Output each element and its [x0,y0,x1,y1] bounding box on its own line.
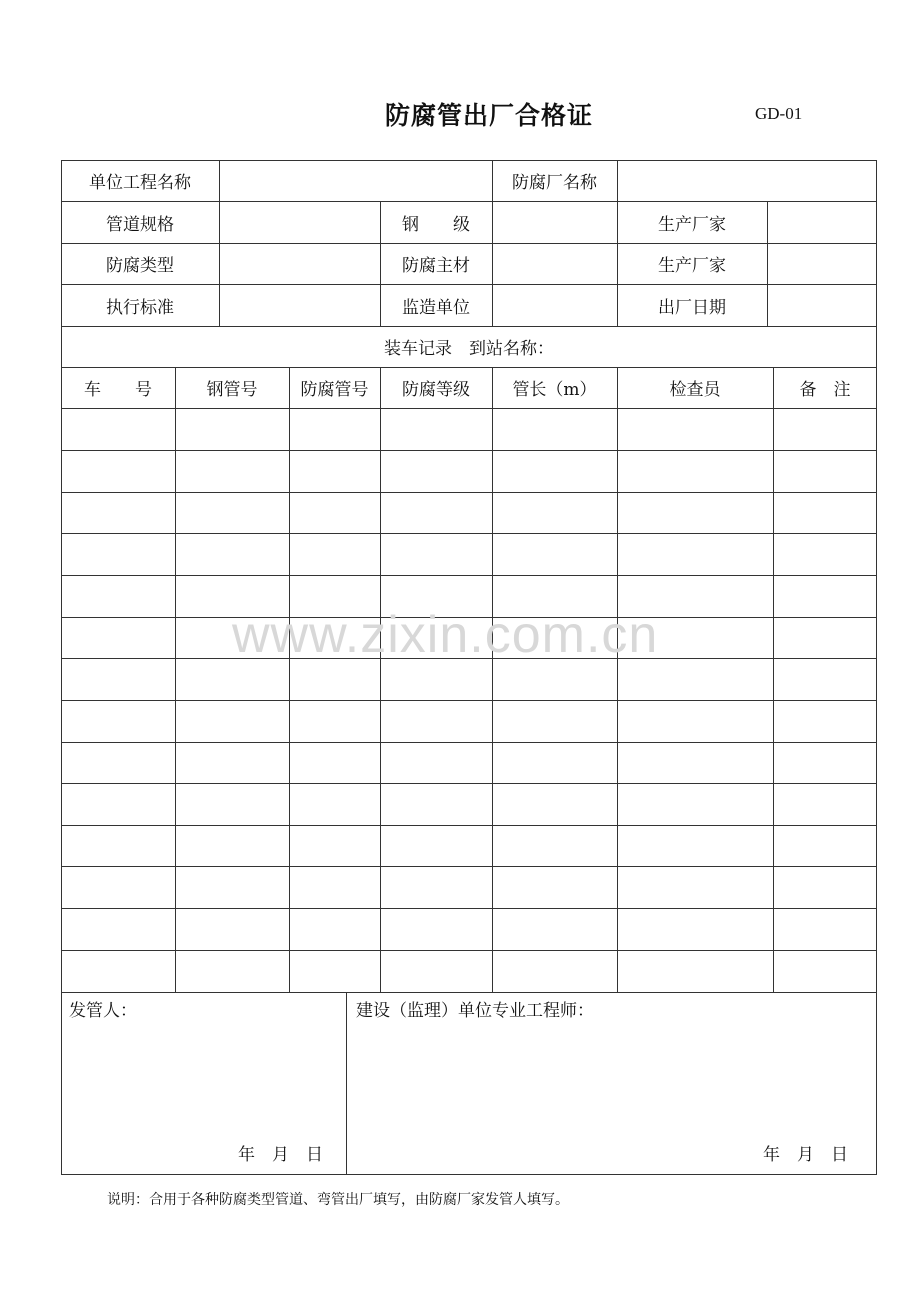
table-cell[interactable] [290,909,380,950]
table-cell[interactable] [618,618,773,658]
table-cell[interactable] [62,784,175,825]
loading-record-label: 装车记录 到站名称： [384,339,554,359]
table-cell[interactable] [618,951,773,992]
table-cell[interactable] [176,701,289,742]
table-cell[interactable] [290,618,380,658]
table-cell[interactable] [618,701,773,742]
table-cell[interactable] [381,784,492,825]
plant-name-field[interactable] [618,161,876,201]
table-cell[interactable] [381,576,492,617]
table-cell[interactable] [381,951,492,992]
table-cell[interactable] [493,576,617,617]
engineer-signature-area[interactable] [347,1025,876,1135]
main-material-field[interactable] [493,244,617,284]
table-cell[interactable] [176,909,289,950]
table-cell[interactable] [290,659,380,700]
table-cell[interactable] [774,743,877,783]
project-name-label: 单位工程名称 [89,173,191,193]
table-cell[interactable] [774,409,877,450]
table-cell[interactable] [290,409,380,450]
table-cell[interactable] [62,659,175,700]
table-cell[interactable] [493,451,617,492]
table-cell[interactable] [381,659,492,700]
table-cell[interactable] [290,451,380,492]
table-cell[interactable] [493,784,617,825]
table-cell[interactable] [381,867,492,908]
table-cell[interactable] [290,743,380,783]
table-cell[interactable] [62,409,175,450]
table-cell[interactable] [618,451,773,492]
plant-name-label: 防腐厂名称 [512,173,597,193]
table-cell[interactable] [381,534,492,575]
manufacturer-label: 生产厂家 [658,256,726,276]
coating-type-field[interactable] [220,244,380,284]
table-cell[interactable] [62,701,175,742]
table-cell[interactable] [493,826,617,866]
table-cell[interactable] [176,743,289,783]
row-divider [61,992,877,993]
table-cell[interactable] [618,909,773,950]
supervisor-unit-label: 监造单位 [402,297,470,318]
main-material-label: 防腐主材 [402,256,470,276]
table-cell[interactable] [618,409,773,450]
form-code: GD-01 [755,104,803,123]
column-header: 防腐管号 [300,380,369,400]
table-cell[interactable] [618,576,773,617]
table-cell[interactable] [774,826,877,866]
table-cell[interactable] [774,576,877,617]
table-cell[interactable] [493,409,617,450]
manufacturer-label: 生产厂家 [658,214,726,235]
table-cell[interactable] [381,701,492,742]
table-cell[interactable] [618,867,773,908]
table-cell[interactable] [493,909,617,950]
issuer-date: 年 月 日 [238,1145,323,1165]
table-cell[interactable] [290,493,380,533]
table-cell[interactable] [290,576,380,617]
table-cell[interactable] [381,618,492,658]
table-cell[interactable] [774,493,877,533]
table-cell[interactable] [618,784,773,825]
issuer-signature-area[interactable] [62,1025,346,1135]
table-cell[interactable] [774,951,877,992]
table-cell[interactable] [774,451,877,492]
footnote: 说明：合用于各种防腐类型管道、弯管出厂填写，由防腐厂家发管人填写。 [107,1192,569,1208]
table-cell[interactable] [176,451,289,492]
engineer-date: 年 月 日 [763,1145,848,1165]
standard-label: 执行标准 [106,297,174,318]
column-header: 车 号 [84,380,152,400]
table-cell[interactable] [381,743,492,783]
table-cell[interactable] [774,867,877,908]
supervisor-unit-field[interactable] [493,285,617,326]
table-cell[interactable] [618,826,773,866]
table-cell[interactable] [62,493,175,533]
steel-grade-label: 钢 级 [402,214,470,235]
table-cell[interactable] [493,493,617,533]
table-cell[interactable] [493,701,617,742]
table-cell[interactable] [774,701,877,742]
table-cell[interactable] [176,659,289,700]
table-cell[interactable] [62,743,175,783]
issuer-label: 发管人： [69,1001,137,1021]
exit-date-field[interactable] [768,285,876,326]
table-cell[interactable] [381,826,492,866]
table-cell[interactable] [62,826,175,866]
table-cell[interactable] [176,784,289,825]
column-header: 防腐等级 [402,380,470,400]
table-cell[interactable] [62,951,175,992]
table-cell[interactable] [62,451,175,492]
column-header: 检查员 [669,380,721,400]
coating-type-label: 防腐类型 [106,256,174,276]
pipe-spec-label: 管道规格 [106,214,174,235]
table-cell[interactable] [618,534,773,575]
column-header: 钢管号 [206,380,258,400]
engineer-label: 建设（监理）单位专业工程师： [356,1001,594,1021]
table-cell[interactable] [62,576,175,617]
table-cell[interactable] [381,493,492,533]
manufacturer-field[interactable] [768,244,876,284]
table-cell[interactable] [381,909,492,950]
watermark: www.zixin.com.cn [232,606,659,664]
exit-date-label: 出厂日期 [658,297,726,318]
manufacturer-field[interactable] [768,202,876,243]
table-cell[interactable] [618,659,773,700]
standard-field[interactable] [220,285,380,326]
table-cell[interactable] [176,534,289,575]
table-cell[interactable] [381,451,492,492]
table-cell[interactable] [774,909,877,950]
table-cell[interactable] [62,909,175,950]
table-cell[interactable] [290,867,380,908]
project-name-field[interactable] [220,161,491,201]
steel-grade-field[interactable] [493,202,617,243]
table-cell[interactable] [176,576,289,617]
table-cell[interactable] [290,701,380,742]
table-cell[interactable] [381,409,492,450]
table-cell[interactable] [618,493,773,533]
table-cell[interactable] [774,784,877,825]
table-cell[interactable] [774,534,877,575]
table-cell[interactable] [176,867,289,908]
column-header: 备 注 [799,380,851,400]
table-cell[interactable] [493,618,617,658]
table-cell[interactable] [493,659,617,700]
table-cell[interactable] [774,659,877,700]
table-cell[interactable] [176,826,289,866]
table-cell[interactable] [176,493,289,533]
table-cell[interactable] [62,534,175,575]
table-cell[interactable] [62,618,175,658]
document-title: 防腐管出厂合格证 [385,101,594,130]
table-cell[interactable] [493,867,617,908]
table-cell[interactable] [493,743,617,783]
column-header: 管长（m） [512,380,597,400]
table-cell[interactable] [176,951,289,992]
table-cell[interactable] [290,534,380,575]
table-cell[interactable] [290,826,380,866]
table-cell[interactable] [618,743,773,783]
table-cell[interactable] [62,867,175,908]
table-cell[interactable] [774,618,877,658]
pipe-spec-field[interactable] [220,202,380,243]
table-cell[interactable] [290,784,380,825]
table-cell[interactable] [290,951,380,992]
table-cell[interactable] [493,534,617,575]
table-cell[interactable] [493,951,617,992]
table-cell[interactable] [176,409,289,450]
table-cell[interactable] [176,618,289,658]
